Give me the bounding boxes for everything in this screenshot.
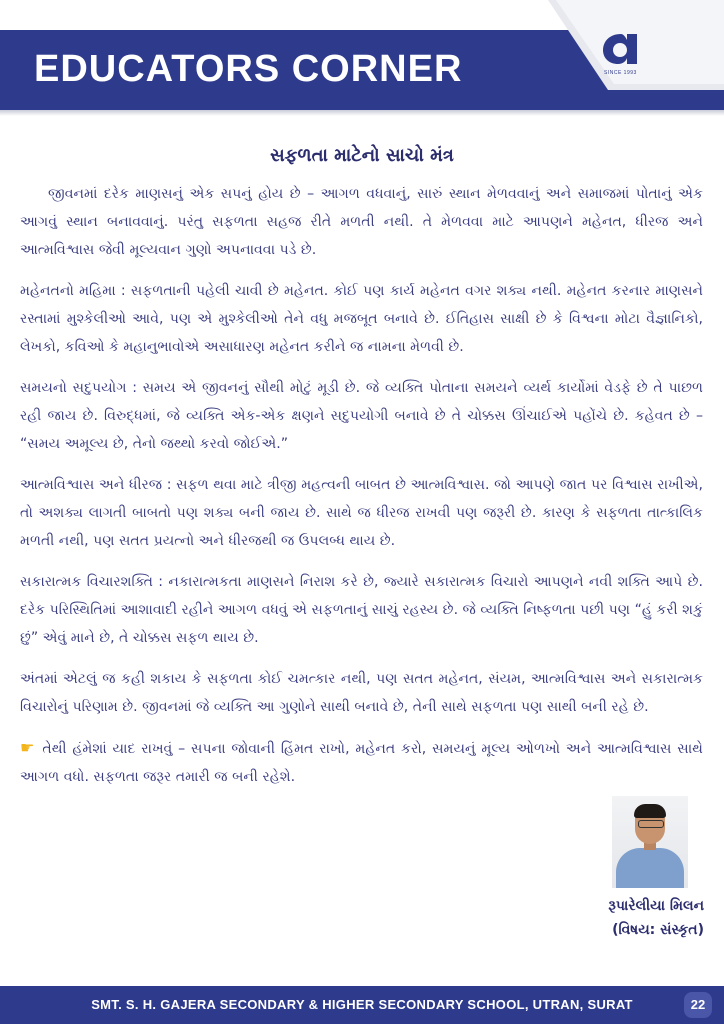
paragraph-conclusion: અંતમાં એટલું જ કહી શકાય કે સફળતા કોઈ ચમત્કાર નથી, પણ સતત મહેનત, સંયમ, આત્મવિશ્વાસ અને સકારાત્મક વિચારોનું પરિણામ છે. જીવનમાં જે વ્યક્તિ આ ગુણોને સાથી બનાવે છે, તેની સાથે સફળતા પણ સાથી બની રહે છે. <box>20 671 703 715</box>
logo-since-text: SINCE 1993 <box>604 70 637 76</box>
paragraph-intro: જીવનમાં દરેક માણસનું એક સપનું હોય છે – આગળ વધવાનું, સારું સ્થાન મેળવવાનું અને સમાજમાં પોતાનું એક આગવું સ્થાન બનાવવાનું. પરંતુ સફળતા સહજ રીતે મળતી નથી. તે મેળવવા માટે આપણને મહેનત, ધીરજ અને આત્મવિશ્વાસ જેવી મૂલ્યવાન ગુણો અપનાવવા પડે છે. <box>20 186 703 258</box>
header-title: EDUCATORS CORNER <box>34 48 463 90</box>
author-photo <box>612 796 688 888</box>
author-name: રૂપારેલીયા મિલન <box>608 898 704 914</box>
closing-text: તેથી હંમેશાં યાદ રાખવું – સપના જોવાની હિંમત રાખો, મહેનત કરો, સમયનું મૂલ્ય ઓળખો અને આત્મવિશ્વાસ સાથે આગળ વધો. સફળતા જરૂર તમારી જ બની રહેશે. <box>20 741 703 785</box>
paragraph-confidence: આત્મવિશ્વાસ અને ધીરજ : સફળ થવા માટે ત્રીજી મહત્વની બાબત છે આત્મવિશ્વાસ. જો આપણે જાત પર વિશ્વાસ રાખીએ, તો અશક્ય લાગતી બાબતો પણ શક્ય બની જાય છે. સાથે જ ધીરજ રાખવી પણ જરૂરી છે. કારણ કે સફળતા તાત્કાલિક મળતી નથી, પણ સતત પ્રયત્નો અને ધીરજથી જ ઉપલબ્ધ થાય છે. <box>20 477 703 549</box>
footer-school-name: SMT. S. H. GAJERA SECONDARY & HIGHER SECONDARY SCHOOL, UTRAN, SURAT <box>91 997 633 1012</box>
paragraph-positive-thinking: સકારાત્મક વિચારશક્તિ : નકારાત્મકતા માણસને નિરાશ કરે છે, જ્યારે સકારાત્મક વિચારો આપણને નવી શક્તિ આપે છે. દરેક પરિસ્થિતિમાં આશાવાદી રહીને આગળ વધવું એ સફળતાનું સાચું રહસ્ય છે. જે વ્યક્તિ નિષ્ફળતા પછી પણ “હું કરી શકું છું” એવું માને છે, તે ચોક્કસ સફળ થાય છે. <box>20 574 703 646</box>
article-title: સફળતા માટેનો સાચો મંત્ર <box>270 145 454 166</box>
pointing-hand-icon: ☛ <box>20 738 35 757</box>
article-body <box>20 180 703 804</box>
author-subject: (વિષય: સંસ્કૃત) <box>612 922 704 938</box>
paragraph-closing <box>20 734 703 791</box>
header-shadow <box>0 110 724 116</box>
paragraph-time: સમયનો સદુપયોગ : સમય એ જીવનનું સૌથી મોટું મૂડી છે. જે વ્યક્તિ પોતાના સમયને વ્યર્થ કાર્યોમાં વેડફે છે તે પાછળ રહી જાય છે. વિરુદ્ધમાં, જે વ્યક્તિ એક-એક ક્ષણને સદુપયોગી બનાવે છે તે ચોક્કસ ઊંચાઈએ પહોંચે છે. કહેવત છે – “સમય અમૂલ્ય છે, તેનો જથ્થો કરવો જોઈએ.” <box>20 380 703 452</box>
paragraph-hard-work: મહેનતનો મહિમા : સફળતાની પહેલી ચાવી છે મહેનત. કોઈ પણ કાર્ય મહેનત વગર શક્ય નથી. મહેનત કરનાર માણસને રસ્તામાં મુશ્કેલીઓ આવે, પણ એ મુશ્કેલીઓ તેને વધુ મજબૂત બનાવે છે. ઈતિહાસ સાક્ષી છે કે વિશ્વના મોટા વૈજ્ઞાનિકો, લેખકો, કવિઓ કે મહાનુભાવોએ અસાધારણ મહેનત કરીને જ નામના મેળવી છે. <box>20 283 703 355</box>
page-number-badge: 22 <box>684 992 712 1018</box>
school-logo-icon <box>599 32 643 66</box>
